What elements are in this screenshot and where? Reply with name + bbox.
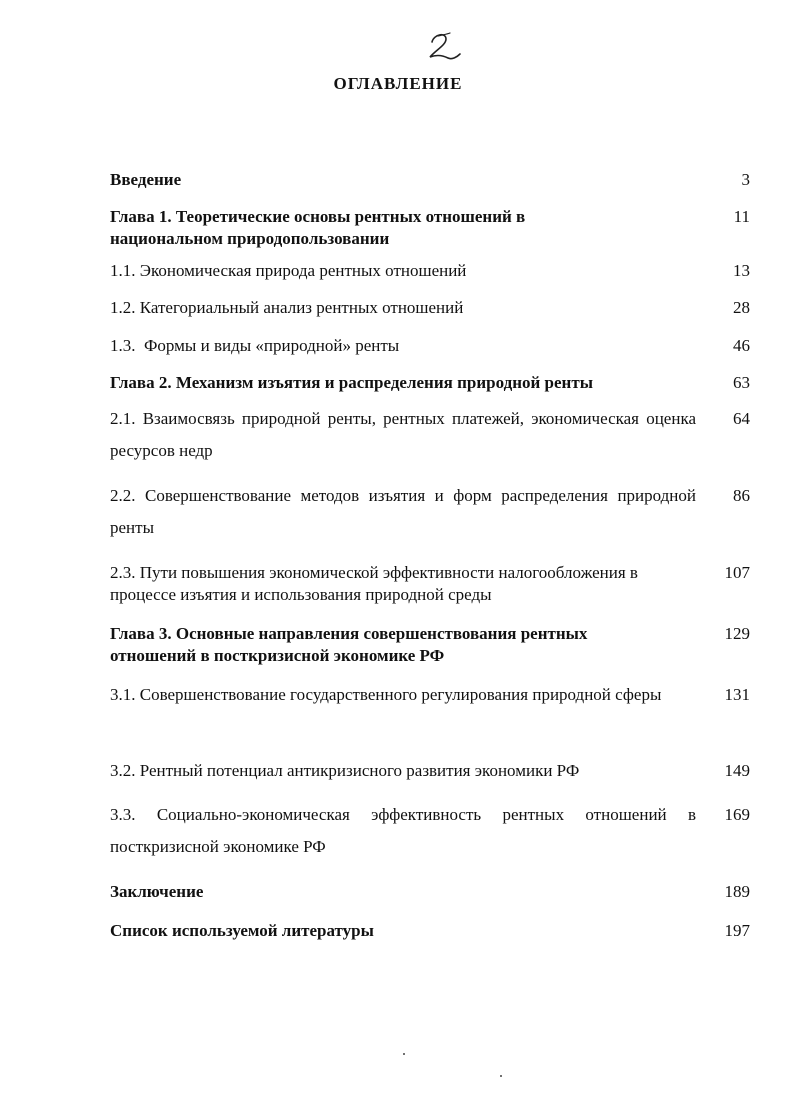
toc-entry-section-2-2 — [110, 480, 750, 544]
toc-entry-page: 13 — [733, 261, 750, 280]
toc-entry-text: Введение — [110, 170, 182, 189]
scan-speck — [500, 1075, 502, 1077]
toc-entry-page: 63 — [733, 373, 750, 392]
toc-entry-conclusion — [110, 881, 750, 903]
toc-entry-text: Заключение — [110, 882, 204, 901]
toc-entry-bibliography — [110, 920, 750, 942]
handwritten-page-number — [424, 30, 464, 66]
toc-entry-chapter-2 — [110, 372, 750, 394]
toc-entry-section-3-3 — [110, 799, 750, 863]
toc-entry-section-2-3 — [110, 562, 750, 606]
toc-entry-section-1-1 — [110, 260, 750, 282]
toc-entry-page: 64 — [733, 409, 750, 428]
toc-entry-text: 1.3. Формы и виды «природной» ренты — [110, 336, 400, 355]
toc-entry-section-1-3 — [110, 335, 750, 357]
toc-title: ОГЛАВЛЕНИЕ — [333, 74, 463, 93]
toc-entry-page: 107 — [724, 563, 750, 582]
toc-entry-text: Глава 2. Механизм изъятия и распределения природной ренты — [110, 373, 593, 392]
toc-entry-page: 169 — [724, 805, 750, 824]
toc-entry-section-3-1 — [110, 679, 750, 711]
toc-entry-section-2-1 — [110, 403, 750, 467]
toc-entry-section-1-2 — [110, 297, 750, 319]
toc-entry-text: 3.2. Рентный потенциал антикризисного развития экономики РФ — [110, 761, 580, 780]
toc-entry-text: 1.1. Экономическая природа рентных отношений — [110, 261, 467, 280]
toc-entry-page: 46 — [733, 336, 750, 355]
toc-entry-page: 86 — [733, 486, 750, 505]
toc-entry-page: 149 — [724, 761, 750, 780]
toc-entry-text: Глава 3. Основные направления совершенствования рентных отношений в посткризисной экономике РФ — [110, 624, 588, 665]
toc-entry-chapter-1 — [110, 206, 750, 250]
toc-entry-text: 2.3. Пути повышения экономической эффективности налогообложения в процессе изъятия и использования природной среды — [110, 563, 638, 604]
toc-entry-text: 1.2. Категориальный анализ рентных отношений — [110, 298, 464, 317]
toc-entry-page: 3 — [741, 170, 750, 189]
toc-entry-text: 3.3. Социально-экономическая эффективность рентных отношений в посткризисной экономике РФ — [110, 805, 696, 856]
toc-entry-section-3-2 — [110, 760, 750, 782]
toc-entry-text: 2.1. Взаимосвязь природной ренты, рентных платежей, экономическая оценка ресурсов недр — [110, 409, 696, 460]
toc-entry-page: 189 — [724, 882, 750, 901]
toc-entry-text: Список используемой литературы — [110, 921, 374, 940]
toc-entry-page: 197 — [724, 921, 750, 940]
toc-entry-text: 3.1. Совершенствование государственного регулирования природной сферы — [110, 685, 662, 704]
handwritten-page-number-glyph — [424, 30, 464, 66]
toc-entry-page: 131 — [724, 685, 750, 704]
scan-speck — [403, 1053, 405, 1055]
toc-entry-text: Глава 1. Теоретические основы рентных отношений в национальном природопользовании — [110, 207, 526, 248]
toc-entry-page: 28 — [733, 298, 750, 317]
toc-entry-page: 11 — [733, 207, 750, 226]
toc-entry-text: 2.2. Совершенствование методов изъятия и форм распределения природной ренты — [110, 486, 696, 537]
toc-entry-introduction — [110, 169, 750, 191]
toc-entry-page: 129 — [724, 624, 750, 643]
toc-entry-chapter-3 — [110, 623, 750, 667]
